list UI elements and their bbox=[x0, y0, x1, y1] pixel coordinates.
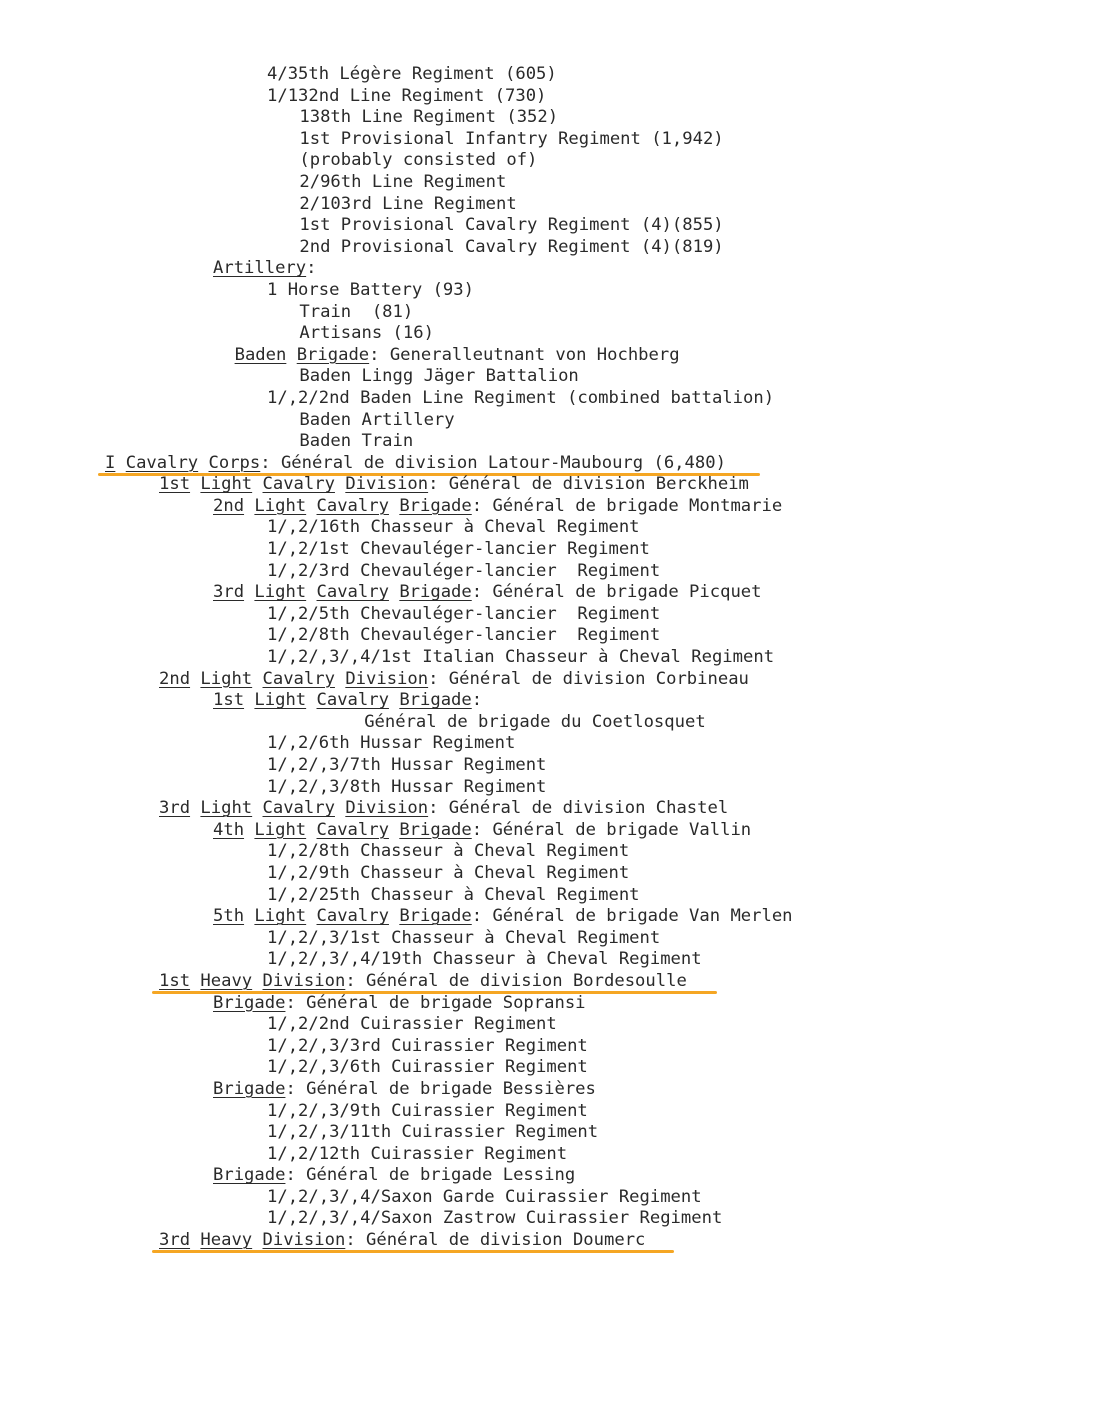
underlined-term: Heavy bbox=[200, 1230, 253, 1251]
underlined-term: Cavalry bbox=[316, 582, 389, 603]
underlined-term: Brigade bbox=[399, 495, 472, 516]
line-text: 1/,2/,3/6th Cuirassier Regiment bbox=[267, 1057, 588, 1078]
line-text: 1/,2/16th Chasseur à Cheval Regiment bbox=[267, 517, 640, 538]
underlined-term: 2nd bbox=[213, 495, 245, 516]
text-line bbox=[0, 1187, 1100, 1209]
text-line bbox=[0, 280, 1100, 302]
line-text bbox=[115, 453, 125, 473]
underlined-term: 1st bbox=[159, 970, 191, 991]
line-text bbox=[190, 474, 200, 494]
underlined-term: Division bbox=[345, 668, 429, 689]
underlined-term: Baden bbox=[234, 344, 287, 365]
line-text: : Général de brigade Van Merlen bbox=[471, 906, 793, 927]
line-text: : Général de brigade Bessières bbox=[285, 1078, 596, 1099]
text-line bbox=[0, 1079, 1100, 1101]
underlined-term: Brigade bbox=[399, 819, 472, 840]
line-text bbox=[335, 798, 345, 818]
text-line bbox=[0, 496, 1100, 518]
line-text: 1/,2/25th Chasseur à Cheval Regiment bbox=[267, 884, 640, 905]
underlined-term: Brigade bbox=[213, 1078, 286, 1099]
text-line bbox=[0, 453, 1100, 475]
text-line bbox=[0, 107, 1100, 129]
underlined-term: Light bbox=[254, 495, 307, 516]
underlined-term: 3rd bbox=[159, 798, 191, 819]
underlined-term: 2nd bbox=[159, 668, 191, 689]
text-line bbox=[0, 539, 1100, 561]
text-line bbox=[0, 1165, 1100, 1187]
line-text: 1/,2/,3/9th Cuirassier Regiment bbox=[267, 1100, 588, 1121]
text-line bbox=[0, 733, 1100, 755]
text-line bbox=[0, 669, 1100, 691]
line-text: : Général de brigade Lessing bbox=[285, 1165, 576, 1186]
underlined-term: Division bbox=[262, 1230, 346, 1251]
text-line bbox=[0, 1144, 1100, 1166]
line-text bbox=[244, 820, 254, 840]
line-text: 1/,2/3rd Chevauléger-lancier Regiment bbox=[267, 560, 661, 581]
line-text bbox=[190, 971, 200, 991]
underlined-term: 5th bbox=[213, 906, 245, 927]
text-line bbox=[0, 150, 1100, 172]
line-text: : Generalleutnant von Hochberg bbox=[369, 344, 680, 365]
line-text bbox=[252, 669, 262, 689]
line-text: Baden Artillery bbox=[299, 409, 455, 430]
underlined-term: Light bbox=[200, 668, 253, 689]
text-line bbox=[0, 841, 1100, 863]
underlined-term: Division bbox=[345, 798, 429, 819]
text-line bbox=[0, 302, 1100, 324]
line-text: 1 Horse Battery (93) bbox=[267, 279, 474, 300]
line-text bbox=[389, 582, 399, 602]
line-text: 1/,2/8th Chasseur à Cheval Regiment bbox=[267, 841, 630, 862]
underlined-term: 3rd bbox=[213, 582, 245, 603]
line-text: : Général de brigade Picquet bbox=[471, 582, 762, 603]
text-line bbox=[0, 474, 1100, 496]
text-line bbox=[0, 388, 1100, 410]
line-text bbox=[335, 669, 345, 689]
line-text: : Général de division Chastel bbox=[428, 798, 729, 819]
text-line bbox=[0, 64, 1100, 86]
text-line bbox=[0, 647, 1100, 669]
underlined-term: Light bbox=[200, 474, 253, 495]
line-text: : bbox=[306, 258, 317, 279]
line-text: : Général de division Corbineau bbox=[428, 668, 749, 689]
underlined-term: Brigade bbox=[399, 582, 472, 603]
text-line bbox=[0, 1014, 1100, 1036]
text-line bbox=[0, 971, 1100, 993]
line-text bbox=[190, 798, 200, 818]
text-line bbox=[0, 1230, 1100, 1252]
line-text: : Général de brigade Vallin bbox=[471, 819, 752, 840]
underlined-term: 1st bbox=[213, 690, 245, 711]
line-text: 1/,2/,3/,4/Saxon Zastrow Cuirassier Regiment bbox=[267, 1208, 723, 1229]
text-line bbox=[0, 798, 1100, 820]
line-text: : Général de brigade Montmarie bbox=[471, 495, 783, 516]
underlined-term: Cavalry bbox=[316, 495, 389, 516]
line-text: 4/35th Légère Regiment (605) bbox=[267, 64, 557, 84]
underlined-term: Light bbox=[200, 798, 253, 819]
line-text bbox=[244, 582, 254, 602]
underlined-term: Corps bbox=[208, 452, 261, 473]
line-text: Train (81) bbox=[299, 301, 414, 322]
underlined-term: Cavalry bbox=[316, 690, 389, 711]
line-text bbox=[190, 1230, 200, 1250]
text-line bbox=[0, 949, 1100, 971]
line-text bbox=[244, 906, 254, 926]
underlined-term: Heavy bbox=[200, 970, 253, 991]
line-text: 1/,2/,3/8th Hussar Regiment bbox=[267, 776, 547, 797]
line-text: 1/,2/12th Cuirassier Regiment bbox=[267, 1143, 568, 1164]
text-line bbox=[0, 820, 1100, 842]
line-text: : Général de division Berckheim bbox=[428, 474, 749, 495]
line-text bbox=[244, 496, 254, 516]
text-line bbox=[0, 625, 1100, 647]
text-line bbox=[0, 258, 1100, 280]
line-text bbox=[335, 474, 345, 494]
order-of-battle-document bbox=[0, 64, 1100, 1252]
line-text: 1/,2/,3/11th Cuirassier Regiment bbox=[267, 1122, 599, 1143]
underlined-term: Division bbox=[262, 970, 346, 991]
line-text: 1/,2/,3/1st Chasseur à Cheval Regiment bbox=[267, 927, 661, 948]
text-line bbox=[0, 604, 1100, 626]
text-line bbox=[0, 517, 1100, 539]
line-text: 1/,2/2nd Baden Line Regiment (combined battalion) bbox=[267, 387, 775, 408]
line-text: 2nd Provisional Cavalry Regiment (4)(819) bbox=[299, 236, 724, 257]
underlined-term: Cavalry bbox=[316, 819, 389, 840]
line-text bbox=[389, 496, 399, 516]
text-line bbox=[0, 215, 1100, 237]
text-line bbox=[0, 561, 1100, 583]
line-text: 1/,2/8th Chevauléger-lancier Regiment bbox=[267, 625, 661, 646]
text-line bbox=[0, 712, 1100, 734]
underlined-term: Cavalry bbox=[125, 452, 199, 473]
line-text bbox=[306, 582, 316, 602]
line-text bbox=[286, 345, 296, 365]
underlined-term: 4th bbox=[213, 819, 245, 840]
text-line bbox=[0, 1208, 1100, 1230]
underlined-term: Light bbox=[254, 582, 307, 603]
underlined-term: Light bbox=[254, 690, 307, 711]
line-text: 1/,2/1st Chevauléger-lancier Regiment bbox=[267, 539, 650, 560]
line-text bbox=[389, 690, 399, 710]
line-text: : Général de division Bordesoulle bbox=[345, 970, 687, 991]
text-line bbox=[0, 885, 1100, 907]
line-text: (probably consisted of) bbox=[299, 150, 538, 171]
underlined-term: Brigade bbox=[213, 992, 286, 1013]
text-line bbox=[0, 1057, 1100, 1079]
line-text: 1/,2/5th Chevauléger-lancier Regiment bbox=[267, 603, 661, 624]
underlined-term: Brigade bbox=[399, 690, 472, 711]
line-text bbox=[252, 798, 262, 818]
underlined-term: Brigade bbox=[296, 344, 370, 365]
text-line bbox=[0, 582, 1100, 604]
line-text: 1/,2/9th Chasseur à Cheval Regiment bbox=[267, 862, 630, 883]
line-text bbox=[244, 690, 254, 710]
text-line bbox=[0, 690, 1100, 712]
text-line bbox=[0, 1036, 1100, 1058]
line-text bbox=[389, 820, 399, 840]
line-text: 1/,2/2nd Cuirassier Regiment bbox=[267, 1014, 557, 1035]
text-line bbox=[0, 777, 1100, 799]
text-line bbox=[0, 172, 1100, 194]
line-text: 1/,2/6th Hussar Regiment bbox=[267, 733, 516, 754]
text-line bbox=[0, 129, 1100, 151]
line-text: 1/,2/,3/,4/1st Italian Chasseur à Cheval Regiment bbox=[267, 647, 775, 668]
line-text bbox=[190, 669, 200, 689]
line-text bbox=[306, 496, 316, 516]
underlined-term: Cavalry bbox=[262, 798, 335, 819]
line-text: 1st Provisional Cavalry Regiment (4)(855) bbox=[299, 215, 724, 236]
line-text: Baden Train bbox=[299, 431, 414, 452]
text-line bbox=[0, 237, 1100, 259]
line-text: Artisans (16) bbox=[299, 323, 434, 344]
underlined-term: Brigade bbox=[213, 1165, 286, 1186]
line-text bbox=[252, 1230, 262, 1250]
underlined-term: 3rd bbox=[159, 1230, 191, 1251]
underlined-term: Division bbox=[345, 474, 429, 495]
underlined-term: Artillery bbox=[213, 258, 307, 279]
line-text: : Général de brigade Sopransi bbox=[285, 992, 586, 1013]
line-text bbox=[198, 453, 208, 473]
text-line bbox=[0, 410, 1100, 432]
underlined-term: Brigade bbox=[399, 906, 472, 927]
line-text bbox=[252, 474, 262, 494]
text-line bbox=[0, 345, 1100, 367]
line-text: 138th Line Regiment (352) bbox=[299, 107, 559, 128]
line-text bbox=[306, 820, 316, 840]
line-text: 1st Provisional Infantry Regiment (1,942) bbox=[299, 128, 724, 149]
line-text bbox=[306, 690, 316, 710]
text-line bbox=[0, 1101, 1100, 1123]
highlight-underline bbox=[152, 1250, 674, 1253]
line-text: 1/,2/,3/7th Hussar Regiment bbox=[267, 755, 547, 775]
text-line bbox=[0, 993, 1100, 1015]
text-line bbox=[0, 1122, 1100, 1144]
line-text: 1/,2/,3/3rd Cuirassier Regiment bbox=[267, 1035, 588, 1056]
text-line bbox=[0, 755, 1100, 777]
line-text bbox=[252, 971, 262, 991]
underlined-term: 1st bbox=[159, 474, 191, 495]
line-text: 1/,2/,3/,4/19th Chasseur à Cheval Regiment bbox=[267, 949, 702, 970]
line-text bbox=[306, 906, 316, 926]
text-line bbox=[0, 431, 1100, 453]
underlined-term: Cavalry bbox=[316, 906, 389, 927]
line-text: : Général de division Doumerc bbox=[345, 1230, 646, 1251]
line-text: : bbox=[471, 690, 483, 711]
line-text: Général de brigade du Coetlosquet bbox=[364, 711, 706, 732]
line-text: 1/,2/,3/,4/Saxon Garde Cuirassier Regiment bbox=[267, 1186, 702, 1207]
text-line bbox=[0, 928, 1100, 950]
line-text bbox=[389, 906, 399, 926]
underlined-term: I bbox=[105, 452, 116, 473]
line-text: : Général de division Latour-Maubourg (6,480) bbox=[260, 452, 726, 473]
text-line bbox=[0, 366, 1100, 388]
text-line bbox=[0, 194, 1100, 216]
line-text: 1/132nd Line Regiment (730) bbox=[267, 85, 547, 106]
underlined-term: Cavalry bbox=[262, 668, 335, 689]
line-text: Baden Lingg Jäger Battalion bbox=[299, 366, 579, 387]
text-line bbox=[0, 863, 1100, 885]
underlined-term: Light bbox=[254, 906, 307, 927]
underlined-term: Light bbox=[254, 819, 307, 840]
underlined-term: Cavalry bbox=[262, 474, 335, 495]
text-line bbox=[0, 86, 1100, 108]
line-text: 2/103rd Line Regiment bbox=[299, 193, 517, 214]
text-line bbox=[0, 906, 1100, 928]
line-text: 2/96th Line Regiment bbox=[299, 171, 507, 192]
text-line bbox=[0, 323, 1100, 345]
